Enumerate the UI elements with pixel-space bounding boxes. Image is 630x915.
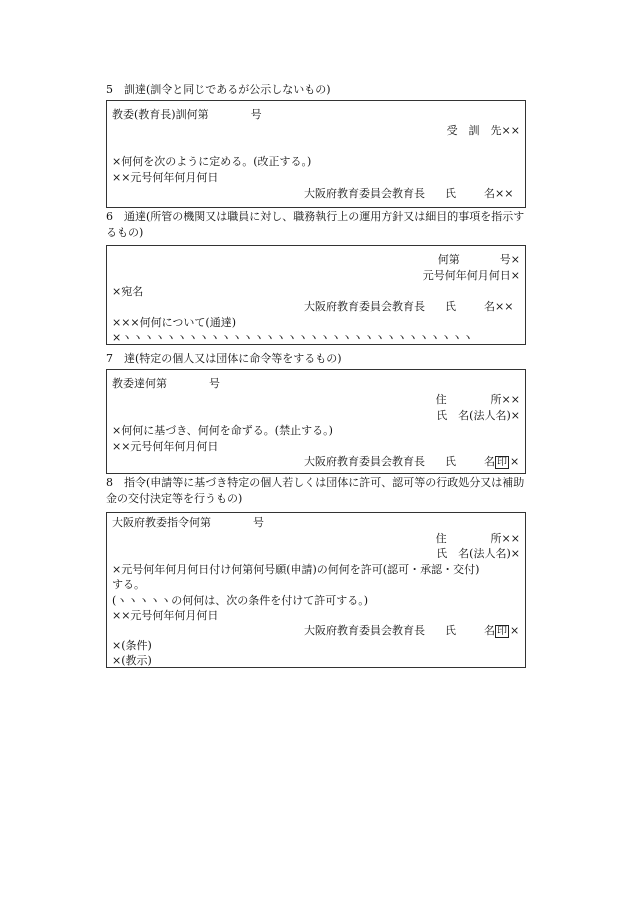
section-5-box [106,100,526,208]
section-6-heading: 6 通達(所管の機関又は職員に対し、職務執行上の運用方針又は細目的事項を指示するもの) [106,210,525,239]
doc-number-prefix: 教委(教育長)訓何第 [112,108,209,121]
seal-icon: 印 [497,457,507,468]
name-mark: 名×× [484,187,514,200]
section-7-box [106,369,526,474]
doc-number-prefix: 何第 [437,253,460,266]
name-mark: 名×× [484,300,514,313]
condition-line: ×(条件) [112,639,152,652]
section-7-heading: 7 達(特定の個人又は団体に命令等をするもの) [106,352,342,365]
name-label: 氏 [445,455,456,468]
date-line: ××元号何年何月何日 [112,171,219,184]
doc-number-prefix: 教委達何第 [112,377,167,390]
name-label: 氏 [445,624,456,637]
signature-line [112,186,520,202]
section-5-heading: 5 訓達(訓令と同じであるが公示しないもの) [106,83,331,96]
name-mark-with-seal [484,623,519,639]
signature-line [112,454,520,470]
instruction-line: ×(教示) [112,654,152,667]
doc-number-line [112,515,520,531]
name-label: 氏 [445,187,456,200]
body-line-3: (ヽヽヽヽヽの何何は、次の条件を付けて許可する。) [112,594,369,607]
person-line: 氏 名(法人名)× [436,409,520,422]
body-line: ×何何を次のように定める。(改正する。) [112,155,312,168]
addressee-line: ×宛名 [112,285,144,298]
body-line: ×何何に基づき、何何を命ずる。(禁止する。) [112,424,333,437]
doc-number-suffix: 号 [250,108,262,121]
date-line: ××元号何年何月何日 [112,440,219,453]
issuer [304,454,520,470]
doc-number-suffix: 号 [209,377,220,390]
issuer [304,299,514,315]
date-line: ××元号何年何月何日 [112,609,219,622]
name-label: 氏 [445,300,456,313]
seal-trailing-mark: × [510,624,520,637]
name-mark-with-seal [484,454,519,470]
issuer [304,623,520,639]
issuer-title: 大阪府教育委員会教育長 [304,300,425,313]
name-mark: 名 [484,455,495,468]
signature-line [112,299,520,315]
issuer-title: 大阪府教育委員会教育長 [304,624,425,637]
doc-number-suffix: 号 [253,516,264,529]
name-mark: 名 [484,624,495,637]
body-line-2: する。 [112,578,145,591]
doc-number-suffix: 号× [499,253,520,266]
body-line-1: ×元号何年何月何日付け何第何号願(申請)の何何を許可(認可・承認・交付) [112,563,480,576]
recipient-line: 受 訓 先×× [446,124,520,137]
date-line: 元号何年何月何日× [422,269,520,282]
doc-number-line [112,376,520,392]
signature-line [112,623,520,639]
address-line: 住 所×× [435,532,520,545]
doc-number-line [112,107,520,123]
issuer-title: 大阪府教育委員会教育長 [304,187,425,200]
subject-line: ×××何何について(通達) [112,316,237,329]
issuer-title: 大阪府教育委員会教育長 [304,455,425,468]
issuer [304,186,514,202]
doc-number-prefix: 大阪府教委指令何第 [112,516,211,529]
section-8-heading: 8 指令(申請等に基づき特定の個人若しくは団体に許可、認可等の行政処分又は補助金の交付決定等を行うもの) [106,476,525,505]
seal-trailing-mark: × [510,455,520,468]
section-8-box [106,512,526,668]
section-6-box [106,245,526,345]
doc-number-line [112,252,520,268]
body-line: ×ヽヽヽヽヽヽヽヽヽヽヽヽヽヽヽヽヽヽヽヽヽヽヽヽヽヽヽヽヽヽヽヽ [112,331,474,344]
person-line: 氏 名(法人名)× [436,547,520,560]
seal-icon: 印 [497,626,507,637]
address-line: 住 所×× [435,393,520,406]
